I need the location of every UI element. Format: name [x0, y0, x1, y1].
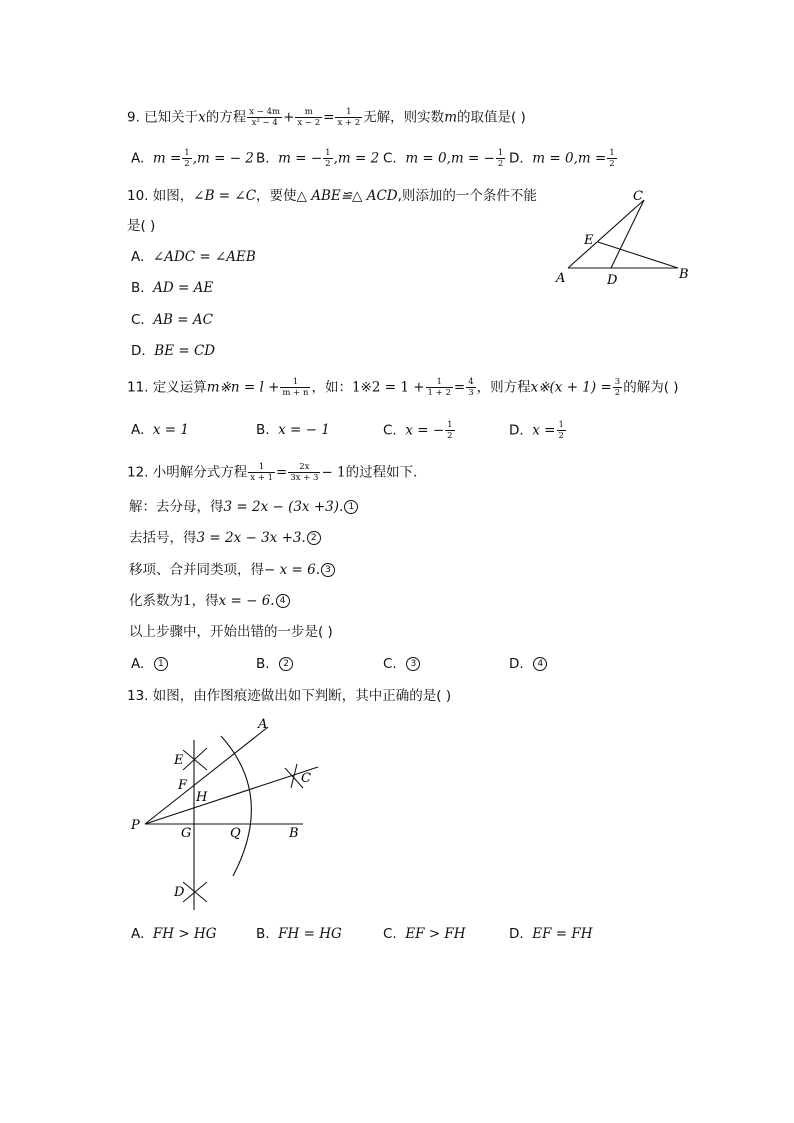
q11-option-c[interactable]: C. x = − $\frac{1}{2}$	[383, 420, 453, 441]
q13-label-p: P	[131, 818, 140, 833]
q9-var-x: x	[198, 109, 206, 126]
q12-option-d[interactable]: D. 4	[509, 654, 547, 674]
q11-option-d[interactable]: D. x = $\frac{1}{2}$	[509, 420, 564, 441]
q13-construction-figure	[125, 712, 335, 914]
q12-stem: 12. 小明解分式方程 $\frac{1}{x + 1}$ = $\frac{2x}{3x + 3}$ − 1的过程如下．	[127, 462, 427, 483]
q11-stem: 11. 定义运算m※n = l + $\frac{1}{m + n}$ ，如：1※2 = 1 + $\frac{1}{1 + 2}$ = $\frac{4}{3}$ ，则方程x※(x + 1) = $\frac{3}{2}$ 的解为( )	[127, 377, 679, 398]
q12-question: 以上步骤中，开始出错的一步是( )	[129, 624, 333, 640]
q13-label-a: A	[258, 717, 268, 732]
q10-stem-line1: 10. 如图，∠B = ∠C，要使△ ABE≌△ ACD,则添加的一个条件不能	[127, 188, 537, 204]
q9-option-b[interactable]: B. m = − $\frac{1}{2}$ ,m = 2	[256, 148, 380, 169]
q10-label-b: B	[679, 267, 689, 282]
q10-segment-cd	[611, 200, 644, 268]
q12-option-c[interactable]: C. 3	[383, 654, 420, 674]
q12-step-4: 化系数为1，得x = − 6. 4	[129, 591, 290, 611]
circled-number-2: 2	[307, 531, 321, 545]
q13-label-c: C	[301, 771, 311, 786]
q13-option-a[interactable]: A. FH > HG	[131, 926, 217, 942]
q10-segment-ac	[568, 200, 644, 268]
q10-segment-be	[598, 242, 678, 268]
q9-option-a[interactable]: A. m = $\frac{1}{2}$ ,m = − 2	[131, 148, 254, 169]
q9-mid: 的方程	[205, 109, 247, 126]
q10-option-b[interactable]: B. AD = AE	[131, 280, 214, 296]
q9-stem: 9. 已知关于x的方程 $\frac{x - 4m}{\text{x² − 4}}$ + $\frac{m}{x - 2}$ = $\frac{1}{x + 2}$ 无解，则实数m的取值是( )	[127, 107, 526, 128]
q13-arc	[221, 736, 251, 876]
q13-label-b: B	[289, 826, 299, 841]
q13-label-e: E	[174, 753, 184, 768]
q12-step-2: 去括号，得3 = 2x − 3x +3. 2	[129, 528, 321, 548]
q12-step-3: 移项、合并同类项，得− x = 6. 3	[129, 560, 335, 580]
circled-number-1: 1	[344, 500, 358, 514]
circled-number-3: 3	[321, 563, 335, 577]
q10-label-d: D	[607, 273, 618, 286]
q10-label-e: E	[584, 233, 594, 248]
q10-label-a: A	[556, 271, 566, 286]
circled-number-4: 4	[276, 594, 290, 608]
q9-fraction-2: $\frac{m}{x - 2}$	[297, 107, 321, 128]
q9-option-c[interactable]: C. m = 0,m = − $\frac{1}{2}$	[383, 148, 504, 169]
q13-label-d: D	[174, 885, 185, 900]
q13-label-h: H	[196, 790, 208, 805]
q11-option-a[interactable]: A. x = 1	[131, 422, 189, 438]
q10-triangle-figure	[548, 186, 698, 286]
q10-label-c: C	[633, 189, 643, 204]
q13-option-c[interactable]: C. EF > FH	[383, 926, 466, 942]
q9-fraction-1: $\frac{x - 4m}{\text{x² − 4}}$	[249, 107, 281, 128]
q9-fraction-3: $\frac{1}{x + 2}$	[337, 107, 361, 128]
q10-option-a[interactable]: A. ∠ADC = ∠AEB	[131, 249, 256, 265]
q12-option-b[interactable]: B. 2	[256, 654, 293, 674]
q13-label-q: Q	[230, 826, 241, 841]
q13-option-d[interactable]: D. EF = FH	[509, 926, 593, 942]
q13-ray-pa	[145, 727, 268, 824]
q12-option-a[interactable]: A. 1	[131, 654, 168, 674]
q12-step-1: 解：去分母，得3 = 2x − (3x +3). 1	[129, 497, 358, 517]
q9-option-d[interactable]: D. m = 0,m = $\frac{1}{2}$	[509, 148, 615, 169]
q13-stem: 13. 如图，由作图痕迹做出如下判断，其中正确的是( )	[127, 688, 452, 704]
q11-option-b[interactable]: B. x = − 1	[256, 422, 330, 438]
q13-option-b[interactable]: B. FH = HG	[256, 926, 342, 942]
q10-option-d[interactable]: D. BE = CD	[131, 343, 216, 359]
q13-label-g: G	[181, 826, 192, 841]
q10-stem-line2: 是( )	[127, 218, 156, 234]
q13-label-f: F	[178, 778, 188, 793]
q9-prefix: 9. 已知关于	[127, 109, 199, 126]
q10-option-c[interactable]: C. AB = AC	[131, 312, 213, 328]
